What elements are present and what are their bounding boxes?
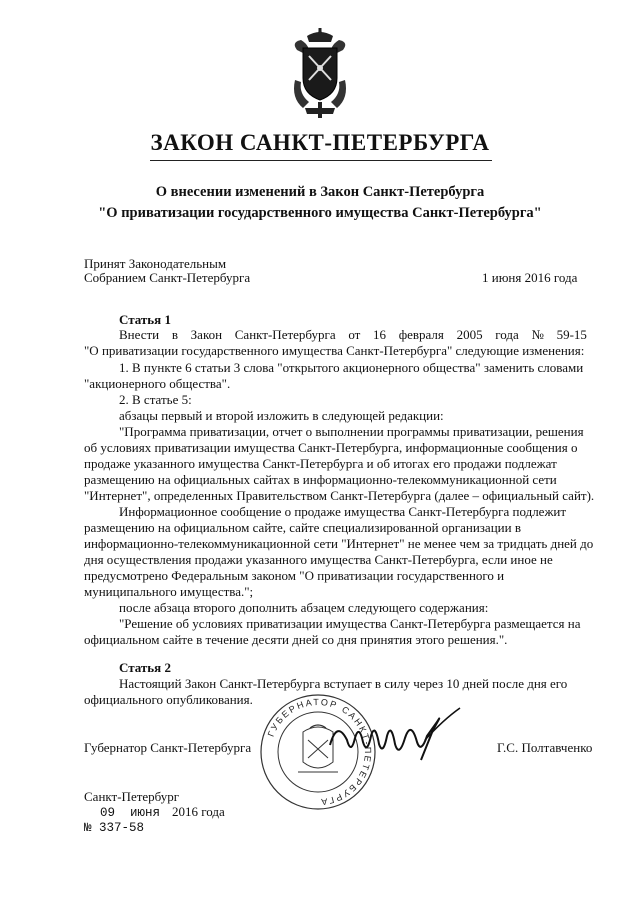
article2-heading: Статья 2 — [119, 660, 171, 675]
intro-word: Внести — [119, 327, 160, 342]
quote2-line: дня осуществления продажи указанного имущества Санкт-Петербурга, если иное не — [84, 552, 553, 567]
quote2-line: муниципального имущества."; — [84, 584, 254, 599]
intro-word: в — [171, 327, 178, 342]
quote1-line: "Программа приватизации, отчет о выполнении программы приватизации, решения — [119, 424, 584, 439]
adoption-line1: Принят Законодательным — [84, 256, 227, 271]
footer-year: 2016 года — [172, 804, 225, 819]
adoption-line2: Собранием Санкт-Петербурга — [84, 270, 251, 285]
intro-word: 2005 — [456, 327, 483, 342]
article1-item2: 2. В статье 5: — [119, 392, 192, 407]
intro-word: Закон — [190, 327, 223, 342]
intro-word: года — [495, 327, 519, 342]
governor-position: Губернатор Санкт-Петербурга — [84, 740, 252, 755]
quote3-line: "Решение об условиях приватизации имущества Санкт-Петербурга размещается на — [119, 616, 581, 631]
quote1-line: об условиях приватизации имущества Санкт-Петербурга, информационные сообщения о — [84, 440, 578, 455]
article1-after-second: после абзаца второго дополнить абзацем следующего содержания: — [119, 600, 489, 615]
governor-signature — [325, 700, 465, 770]
intro-word: 16 — [373, 327, 387, 342]
article1-item1-line2: "акционерного общества". — [84, 376, 231, 391]
footer-month: июня — [130, 806, 161, 820]
quote1-line: продаже указанного имущества Санкт-Петербурга и об итогах его продажи подлежат — [84, 456, 557, 471]
article1-intro-cont: "О приватизации государственного имущества Санкт-Петербурга" следующие изменения: — [84, 343, 585, 358]
quote1-line: размещению на официальных сайтах в информационно-телекоммуникационной сети — [84, 472, 557, 487]
article1-intro — [119, 327, 587, 343]
article2-line1: Настоящий Закон Санкт-Петербурга вступает в силу через 10 дней после дня его — [119, 676, 568, 691]
footer-city: Санкт-Петербург — [84, 789, 180, 804]
seal-text: ГУБЕРНАТОР САНКТ-ПЕТЕРБУРГА — [265, 696, 374, 808]
coat-of-arms-emblem — [285, 28, 355, 118]
law-subtitle-line1: О внесении изменений в Закон Санкт-Петербурга — [155, 184, 485, 200]
quote2-line: размещению на официальном сайте, сайте специализированной организации в — [84, 520, 521, 535]
governor-name: Г.С. Полтавченко — [497, 740, 593, 755]
footer-day: 09 — [100, 806, 116, 820]
article1-heading: Статья 1 — [119, 312, 171, 327]
intro-word: от — [348, 327, 361, 342]
adoption-date: 1 июня 2016 года — [482, 270, 578, 285]
intro-word: Санкт-Петербурга — [234, 327, 336, 342]
law-title: ЗАКОН САНКТ-ПЕТЕРБУРГА — [150, 130, 490, 155]
intro-word: 59-15 — [556, 327, 587, 342]
article2-line2: официального опубликования. — [84, 692, 253, 707]
intro-word: № — [531, 327, 544, 342]
quote3-line: официальном сайте в течение десяти дней со дня принятия этого решения.". — [84, 632, 508, 647]
quote2-line: информационно-телекоммуникационной сети "Интернет" не менее чем за тридцать дней до — [84, 536, 594, 551]
quote2-line: предусмотрено Федеральным законом "О приватизации государственного и — [84, 568, 505, 583]
footer-number: № 337-58 — [84, 821, 145, 835]
quote2-line: Информационное сообщение о продаже имущества Санкт-Петербурга подлежит — [119, 504, 567, 519]
intro-word: февраля — [398, 327, 444, 342]
quote1-line: "Интернет", определенных Правительством Санкт-Петербурга (далее – официальный сайт). — [84, 488, 595, 503]
article1-item1-line1: 1. В пункте 6 статьи 3 слова "открытого акционерного общества" заменить словами — [119, 360, 584, 375]
title-underline — [150, 160, 492, 161]
law-subtitle-line2: "О приватизации государственного имущества Санкт-Петербурга" — [98, 205, 542, 221]
article1-paragraphs-intro: абзацы первый и второй изложить в следующей редакции: — [119, 408, 444, 423]
